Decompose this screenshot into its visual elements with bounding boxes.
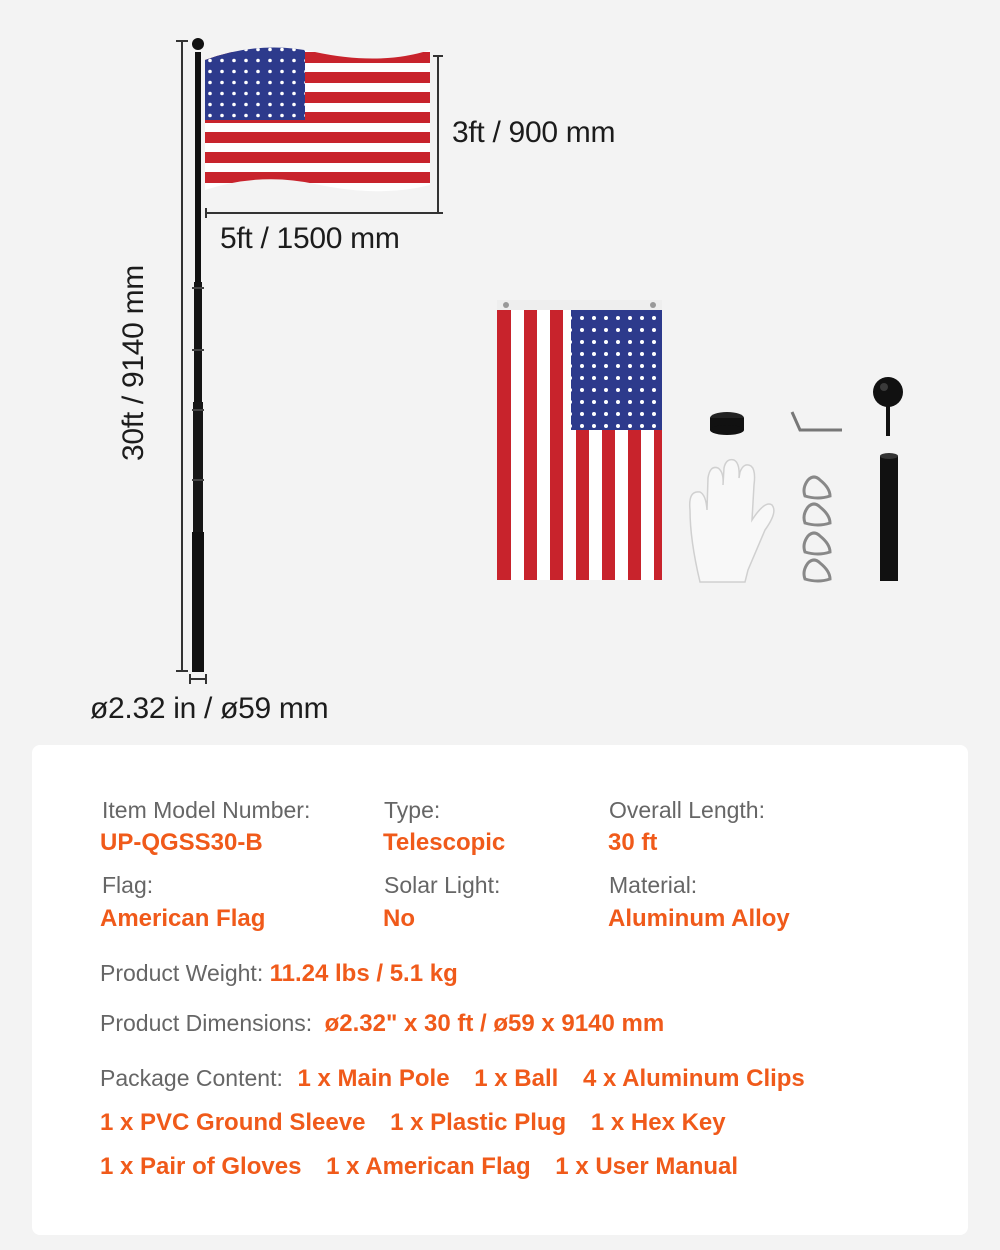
dimensions-row <box>100 1010 664 1038</box>
type-value: Telescopic <box>383 829 506 856</box>
hex-key-icon <box>792 412 842 430</box>
weight-value: 11.24 lbs / 5.1 kg <box>269 960 458 987</box>
pole-diameter-label: ø2.32 in / ø59 mm <box>90 692 329 725</box>
package-item: 1 x User Manual <box>555 1153 739 1180</box>
package-item: 4 x Aluminum Clips <box>582 1065 805 1092</box>
solar-label: Solar Light: <box>384 872 501 898</box>
specifications-card <box>32 745 968 1235</box>
type-label: Type: <box>384 797 441 823</box>
pole-length-label: 30ft / 9140 mm <box>117 265 150 461</box>
package-row-3 <box>100 1153 756 1181</box>
package-item: 1 x Main Pole <box>297 1065 450 1092</box>
pole-segment-lower <box>192 532 204 672</box>
waving-flag <box>200 30 440 203</box>
pole-segment-upper <box>194 282 202 402</box>
package-item: 1 x PVC Ground Sleeve <box>100 1109 366 1136</box>
length-value: 30 ft <box>608 829 658 856</box>
pole-segment-top <box>195 52 201 282</box>
model-label: Item Model Number: <box>102 797 311 823</box>
package-item: 1 x American Flag <box>326 1153 531 1180</box>
dimensions-value: ø2.32" x 30 ft / ø59 x 9140 mm <box>324 1010 665 1037</box>
package-item: 1 x Hex Key <box>590 1109 726 1136</box>
package-row-1 <box>100 1065 823 1093</box>
flag-label: Flag: <box>102 872 154 898</box>
package-item: 1 x Ball <box>474 1065 559 1092</box>
weight-row <box>100 960 458 988</box>
flat-flag-icon <box>497 300 662 580</box>
aluminum-clip-icon <box>804 477 830 581</box>
model-value: UP-QGSS30-B <box>100 829 263 856</box>
material-value: Aluminum Alloy <box>608 905 790 932</box>
flag-value: American Flag <box>100 905 266 932</box>
package-label: Package Content: <box>100 1065 283 1091</box>
flag-height-label: 3ft / 900 mm <box>452 116 616 149</box>
package-row-2 <box>100 1109 744 1137</box>
ground-sleeve-icon <box>880 453 898 581</box>
pole-segment-middle <box>193 402 203 532</box>
material-label: Material: <box>609 872 698 898</box>
plastic-plug-icon <box>710 412 744 435</box>
length-label: Overall Length: <box>609 797 765 823</box>
package-item: 1 x Pair of Gloves <box>100 1153 302 1180</box>
glove-icon <box>690 460 774 582</box>
weight-label: Product Weight: <box>100 960 264 986</box>
pole-ball <box>192 38 204 50</box>
ball-icon <box>873 377 903 436</box>
solar-value: No <box>383 905 415 932</box>
dimensions-label: Product Dimensions: <box>100 1010 313 1036</box>
package-item: 1 x Plastic Plug <box>390 1109 567 1136</box>
flag-width-label: 5ft / 1500 mm <box>220 222 400 255</box>
